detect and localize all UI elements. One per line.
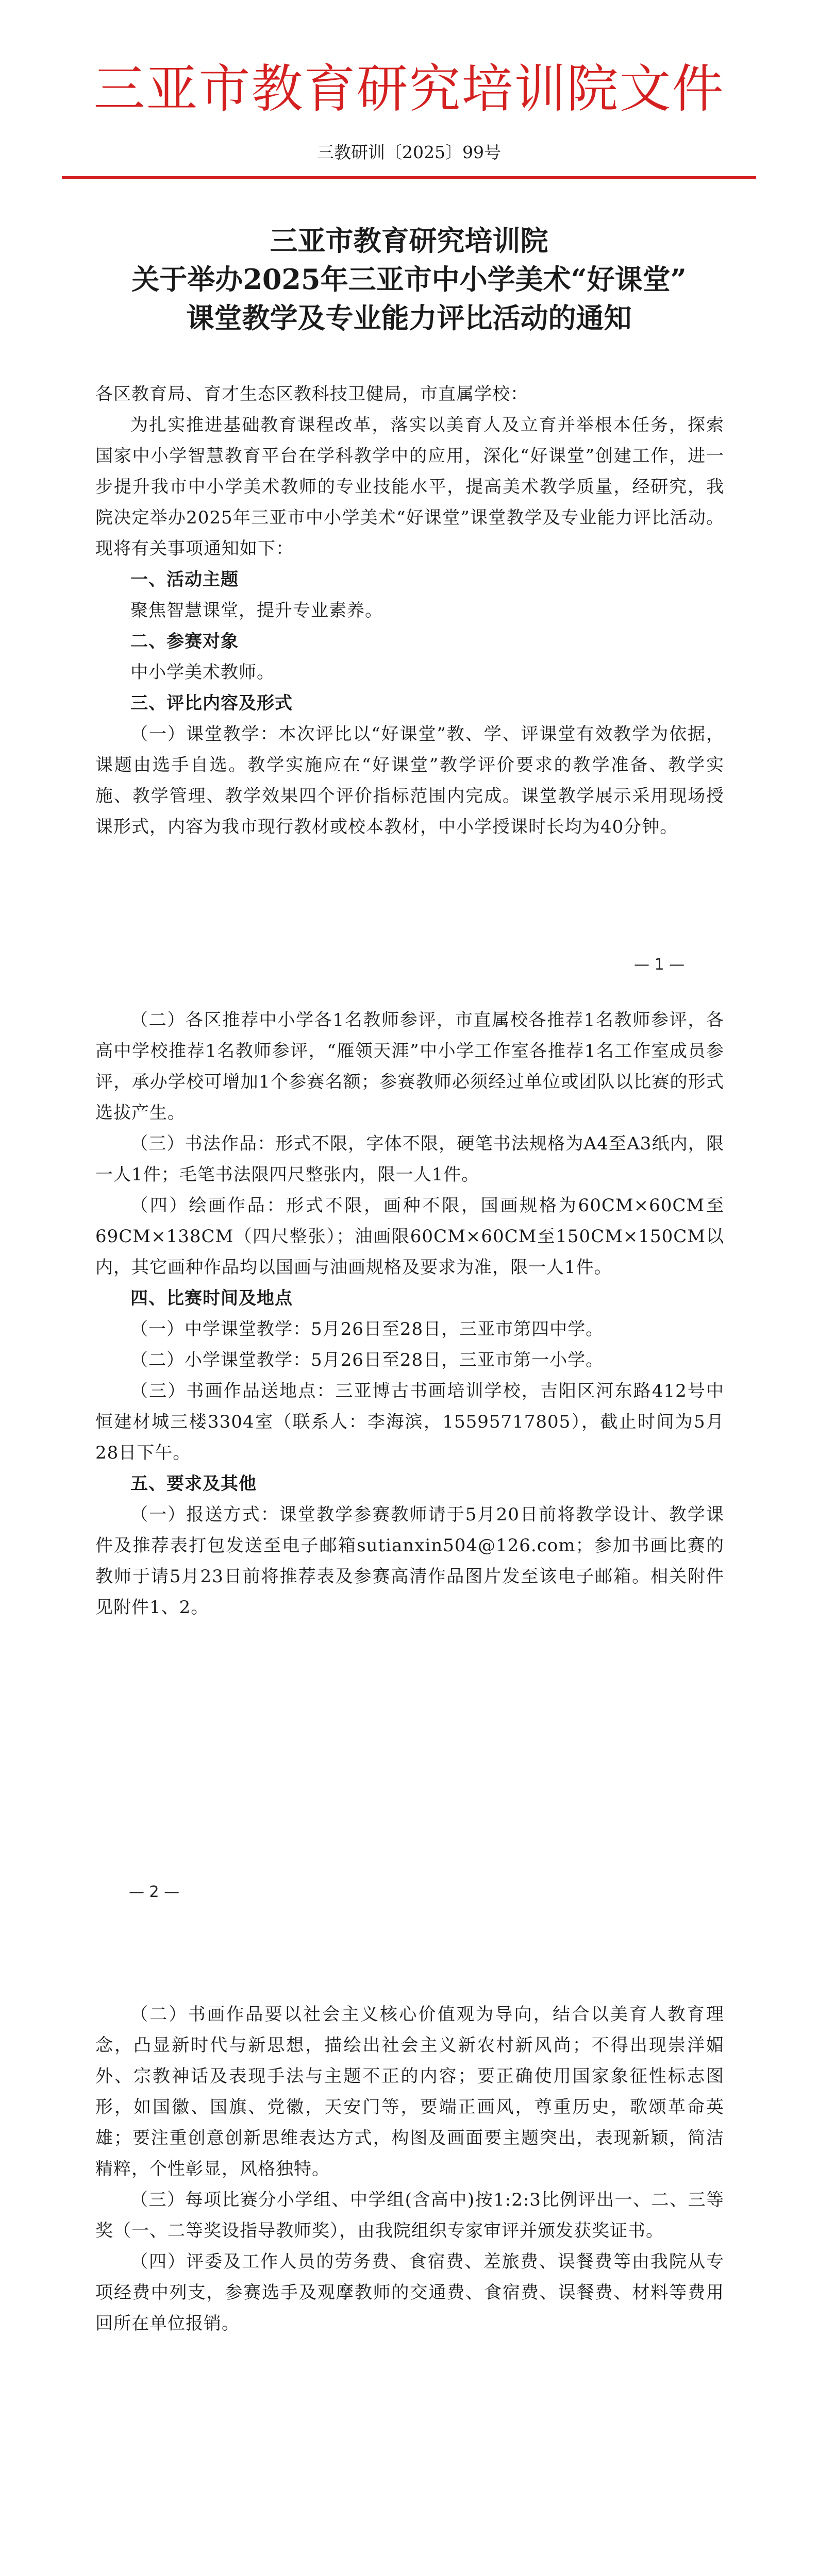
section-3-paragraph-4: （四）绘画作品：形式不限，画种不限，国画规格为60CM×60CM至69CM×138CM（四尺整张）；油画限60CM×60CM至150CM×150CM以内，其它画种作品均以国画与油画规格及要求为准，限一人1件。: [95, 1195, 724, 1278]
document-number: 三教研训〔2025〕99号: [317, 142, 501, 162]
section-1-text: 聚焦智慧课堂，提升专业素养。: [130, 600, 383, 621]
section-5-paragraph-2: （二）书画作品要以社会主义核心价值观为导向，结合以美育人教育理念，凸显新时代与新思想，描绘出社会主义新农村新风尚；不得出现崇洋媚外、宗教神话及表现手法与主题不正的内容；要正确使用国家象征性标志图形，如国徽、国旗、党徽，天安门等，要端正画风，尊重历史，歌颂革命英雄；要注重创意创新思维表达方式，构图及画面要主题突出，表现新颖，简洁精粹，个性彰显，风格独特。: [95, 2004, 724, 2179]
section-4-paragraph-1: （一）中学课堂教学：5月26日至28日，三亚市第四中学。: [130, 1319, 604, 1340]
salutation: 各区教育局、育才生态区教科技卫健局，市直属学校：: [95, 384, 528, 404]
section-5-paragraph-1: （一）报送方式：课堂教学参赛教师请于5月20日前将教学设计、教学课件及推荐表打包发送至电子邮箱sutianxin504@126.com；参加书画比赛的教师于请5月23日前将推荐表及参赛高清作品图片发至该电子邮箱。相关附件见附件1、2。: [95, 1504, 724, 1618]
page-number: — 2 —: [129, 1883, 180, 1901]
section-4-paragraph-3: （三）书画作品送地点：三亚博古书画培训学校，吉阳区河东路412号中恒建材城三楼3304室（联系人：李海滨，15595717805），截止时间为5月28日下午。: [95, 1381, 724, 1463]
section-1-heading: 一、活动主题: [130, 569, 239, 590]
section-4-paragraph-2: （二）小学课堂教学：5月26日至28日，三亚市第一小学。: [130, 1350, 604, 1370]
section-2-text: 中小学美术教师。: [130, 662, 275, 683]
page-1-body: [95, 379, 724, 842]
page-2-body: [95, 1005, 724, 1623]
section-4-heading: 四、比赛时间及地点: [130, 1288, 293, 1309]
section-5-heading: 五、要求及其他: [130, 1473, 257, 1494]
section-3-paragraph-1: （一）课堂教学：本次评比以“好课堂”教、学、评课堂有效教学为依据，课题由选手自选。教学实施应在“好课堂”教学评价要求的教学准备、教学实施、教学管理、教学效果四个评价指标范围内完成。课堂教学展示采用现场授课形式，内容为我市现行教材或校本教材，中小学授课时长均为40分钟。: [95, 724, 724, 837]
intro-paragraph: 为扎实推进基础教育课程改革，落实以美育人及立育并举根本任务，探索国家中小学智慧教育平台在学科教学中的应用，深化“好课堂”创建工作，进一步提升我市中小学美术教师的专业技能水平，提高美术教学质量，经研究，我院决定举办2025年三亚市中小学美术“好课堂”课堂教学及专业能力评比活动。现将有关事项通知如下：: [95, 415, 724, 559]
title-line-1: 三亚市教育研究培训院: [270, 224, 548, 257]
section-3-paragraph-2: （二）各区推荐中小学各1名教师参评，市直属校各推荐1名教师参评，各高中学校推荐1名教师参评，“雁领天涯”中小学工作室各推荐1名工作室成员参评，承办学校可增加1个参赛名额；参赛教师必须经过单位或团队以比赛的形式选拔产生。: [95, 1010, 724, 1123]
section-3-paragraph-3: （三）书法作品：形式不限，字体不限，硬笔书法规格为A4至A3纸内，限一人1件；毛笔书法限四尺整张内，限一人1件。: [95, 1133, 724, 1185]
page-number: — 1 —: [634, 956, 685, 974]
notice-title: [0, 222, 818, 337]
section-2-heading: 二、参赛对象: [130, 631, 239, 652]
title-line-3: 课堂教学及专业能力评比活动的通知: [186, 301, 632, 334]
section-5-paragraph-4: （四）评委及工作人员的劳务费、食宿费、差旅费、误餐费等由我院从专项经费中列支，参赛选手及观摩教师的交通费、食宿费、误餐费、材料等费用回所在单位报销。: [95, 2251, 724, 2334]
header-red-divider: [62, 176, 756, 179]
title-line-2: 关于举办2025年三亚市中小学美术“好课堂”: [131, 263, 687, 296]
document-header-title: 三亚市教育研究培训院文件: [93, 59, 725, 119]
section-3-heading: 三、评比内容及形式: [130, 693, 293, 714]
page-3-body: [95, 1999, 724, 2339]
section-5-paragraph-3: （三）每项比赛分小学组、中学组(含高中)按1:2:3比例评出一、二、三等奖（一、二等奖设指导教师奖），由我院组织专家审评并颁发获奖证书。: [95, 2190, 724, 2241]
